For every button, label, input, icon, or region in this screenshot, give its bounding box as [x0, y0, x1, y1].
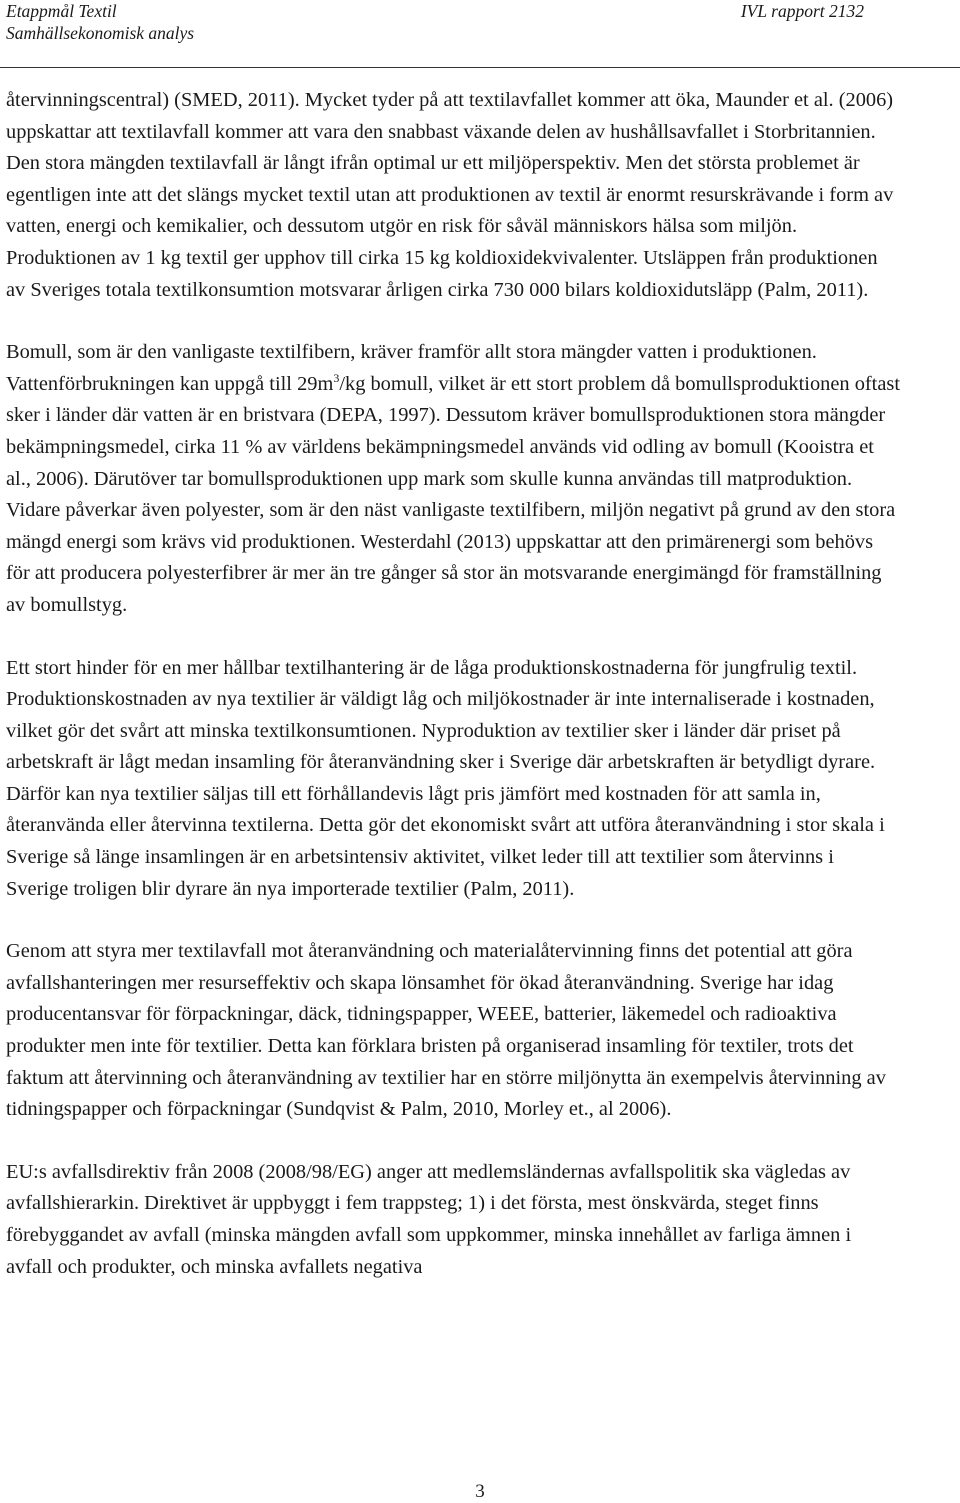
- paragraph-textile-waste: återvinningscentral) (SMED, 2011). Mycket tyder på att textilavfallet kommer att öka, Maunder et al. (2006) uppskattar att textilavfall kommer att vara den snabbast växande delen av hushållsavfallet i Storbritannien. Den stora mängden textilavfall är långt ifrån optimal ur ett miljöperspektiv. Men det största problemet är egentligen inte att det slängs mycket textil utan att produktionen av textil är enormt resurskrävande i form av vatten, energi och kemikalier, och dessutom utgör en risk för såväl människors hälsa som miljön. Produktionen av 1 kg textil ger upphov till cirka 15 kg koldioxidekvivalenter. Utsläppen från produktionen av Sveriges totala textilkonsumtion motsvarar årligen cirka 730 000 bilars koldioxidutsläpp (Palm, 2011).: [6, 89, 894, 301]
- paragraph-cotton-part-b: /kg bomull, vilket är ett stort problem då bomullsproduktionen oftast sker i länder där vatten är en bristvara (DEPA, 1997). Dessutom kräver bomullsproduktionen stora mängder bekämpningsmedel, cirka 11 % av världens bekämpningsmedel används vid odling av bomull (Kooistra et al., 2006). Därutöver tar bomullsproduktionen upp mark som skulle kunna användas till matproduktion. Vidare påverkar även polyester, som är den näst vanligaste textilfibern, miljön negativt på grund av den stora mängd energi som krävs vid produktionen. Westerdahl (2013) uppskattar att den primärenergi som behövs för att producera polyesterfibrer är mer än tre gånger så stor än motsvarande energimängd för framställning av bomullstyg.: [6, 372, 900, 616]
- header-left: [6, 0, 194, 44]
- paragraph-eu-directive: EU:s avfallsdirektiv från 2008 (2008/98/EG) anger att medlemsländernas avfallspolitik ska vägledas av avfallshierarkin. Direktivet är uppbyggt i fem trappsteg; 1) i det första, mest önskvärda, steget finns förebyggandet av avfall (minska mängden avfall som uppkommer, minska innehållet av farliga ämnen i avfall och produkter, och minska avfallets negativa: [6, 1160, 852, 1278]
- page-number: 3: [475, 1481, 485, 1502]
- page-header: [0, 0, 960, 68]
- body-text: [6, 85, 901, 1314]
- paragraph-cotton-part-a: Bomull, som är den vanligaste textilfibern, kräver framför allt stora mängder vatten i produktionen. Vattenförbrukningen kan uppgå till 29m: [6, 341, 817, 395]
- header-document-subtitle: Samhällsekonomisk analys: [6, 23, 195, 43]
- superscript-cubic: 3: [333, 370, 340, 385]
- paragraph-production-costs: Ett stort hinder för en mer hållbar textilhantering är de låga produktionskostnaderna för jungfrulig textil. Produktionskostnaden av nya textilier är väldigt låg och miljökostnader är inte internaliserade i kostnaden, vilket gör det svårt att minska textilkonsumtionen. Nyproduktion av textilier sker i länder där priset på arbetskraft är lågt medan insamling för återanvändning sker i Sverige där arbetskraften är betydligt dyrare. Därför kan nya textilier säljas till ett förhållandevis lågt pris jämfört med kostnaden för att samla in, återanvända eller återvinna textilerna. Detta gör det ekonomiskt svårt att utföra återanvändning i stor skala i Sverige så länge insamlingen är en arbetsintensiv aktivitet, vilket leder till att textilier som återvinns i Sverige troligen blir dyrare än nya importerade textilier (Palm, 2011).: [6, 656, 885, 900]
- header-document-title: Etappmål Textil: [6, 1, 117, 21]
- header-divider: [0, 67, 960, 68]
- header-report-number: IVL rapport 2132: [740, 1, 864, 21]
- paragraph-reuse-potential: Genom att styra mer textilavfall mot återanvändning och materialåtervinning finns det potential att göra avfallshanteringen mer resurseffektiv och skapa lönsamhet för ökad återanvändning. Sverige har idag producentansvar för förpackningar, däck, tidningspapper, WEEE, batterier, läkemedel och radioaktiva produkter men inte för textilier. Detta kan förklara bristen på organiserad insamling för textiler, trots det faktum att återvinning och återanvändning av textilier har en större miljönytta än exempelvis återvinning av tidningspapper och förpackningar (Sundqvist & Palm, 2010, Morley et., al 2006).: [6, 940, 886, 1121]
- paragraph-cotton-polyester: [6, 337, 901, 621]
